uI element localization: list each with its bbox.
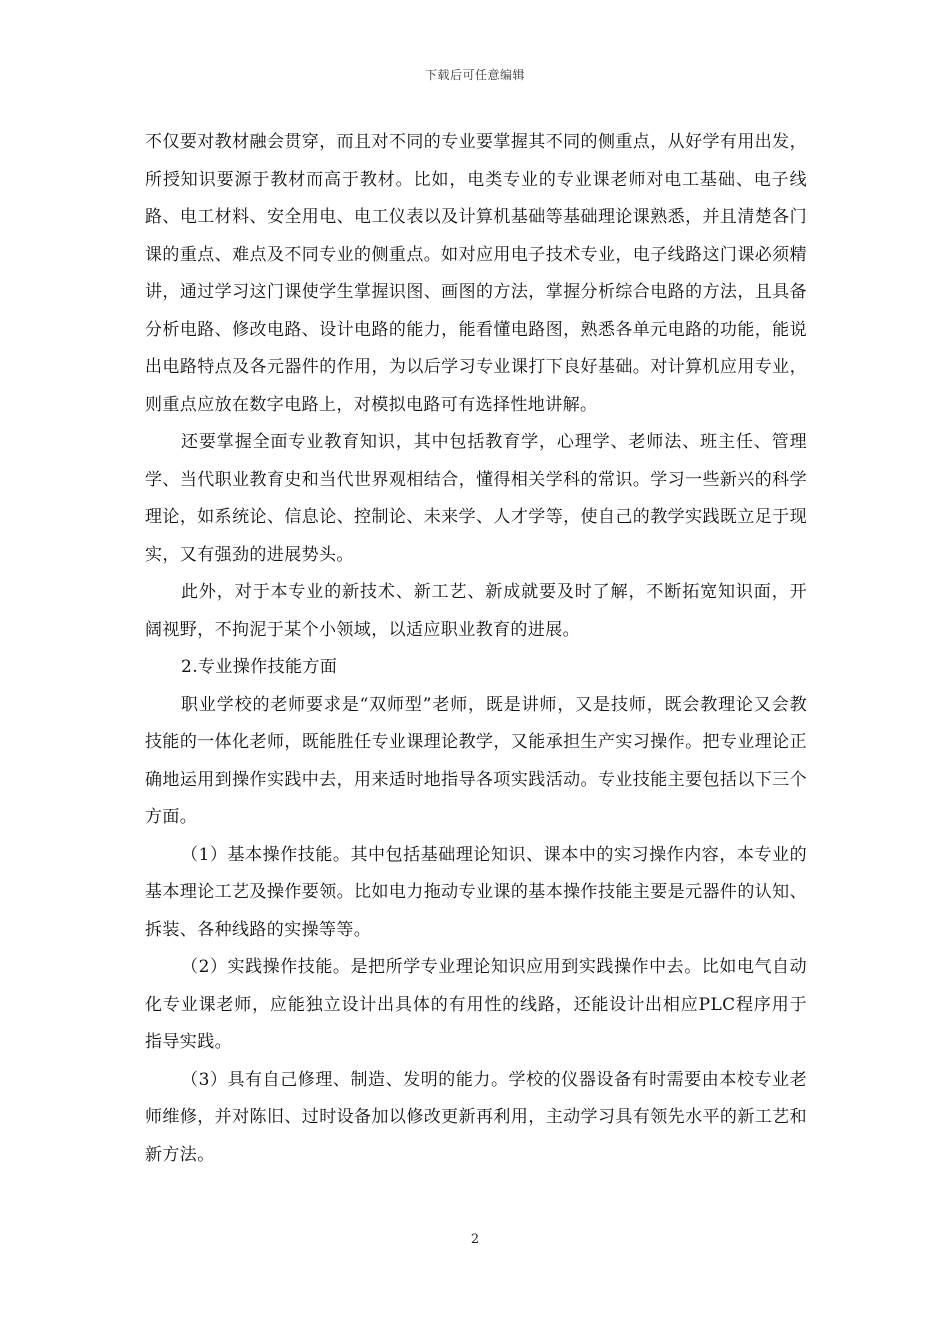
paragraph-education-knowledge: 还要掌握全面专业教育知识，其中包括教育学，心理学、老师法、班主任、管理学、当代职业教育史和当代世界观相结合，懂得相关学科的常识。学习一些新兴的科学理论，如系统论、信息论、控制论、未来学、人才学等，使自己的教学实践既立足于现实，又有强劲的进展势头。 [145, 432, 807, 565]
document-body [145, 124, 807, 1174]
paragraph-practice-skills: （2）实践操作技能。是把所学专业理论知识应用到实践操作中去。比如电气自动化专业课老师，应能独立设计出具体的有用性的线路，还能设计出相应PLC程序用于指导实践。 [145, 957, 807, 1052]
paragraph-continued: 不仅要对教材融会贯穿，而且对不同的专业要掌握其不同的侧重点，从好学有用出发，所授知识要源于教材而高于教材。比如，电类专业的专业课老师对电工基础、电子线路、电工材料、安全用电、电工仪表以及计算机基础等基础理论课熟悉，并且清楚各门课的重点、难点及不同专业的侧重点。如对应用电子技术专业，电子线路这门课必须精讲，通过学习这门课使学生掌握识图、画图的方法，掌握分析综合电路的方法，且具备分析电路、修改电路、设计电路的能力，能看懂电路图，熟悉各单元电路的功能，能说出电路特点及各元器件的作用，为以后学习专业课打下良好基础。对计算机应用专业，则重点应放在数字电路上，对模拟电路可有选择性地讲解。 [145, 132, 807, 415]
paragraph-new-technology: 此外，对于本专业的新技术、新工艺、新成就要及时了解，不断拓宽知识面，开阔视野，不拘泥于某个小领域，以适应职业教育的进展。 [145, 582, 807, 640]
paragraph-dual-teacher: 职业学校的老师要求是“双师型”老师，既是讲师，又是技师，既会教理论又会教技能的一体化老师，既能胜任专业课理论教学，又能承担生产实习操作。把专业理论正确地运用到操作实践中去，用来适时地指导各项实践活动。专业技能主要包括以下三个方面。 [145, 694, 807, 827]
paragraph-repair-ability: （3）具有自己修理、制造、发明的能力。学校的仪器设备有时需要由本校专业老师维修，并对陈旧、过时设备加以修改更新再利用，主动学习具有领先水平的新工艺和新方法。 [145, 1069, 807, 1165]
section-heading-operation-skills: 2.专业操作技能方面 [181, 657, 338, 677]
paragraph-basic-skills: （1）基本操作技能。其中包括基础理论知识、课本中的实习操作内容，本专业的基本理论工艺及操作要领。比如电力拖动专业课的基本操作技能主要是元器件的认知、拆装、各种线路的实操等等。 [145, 844, 807, 940]
page-number: 2 [470, 1232, 480, 1247]
page-header: 下载后可任意编辑 [424, 68, 525, 82]
